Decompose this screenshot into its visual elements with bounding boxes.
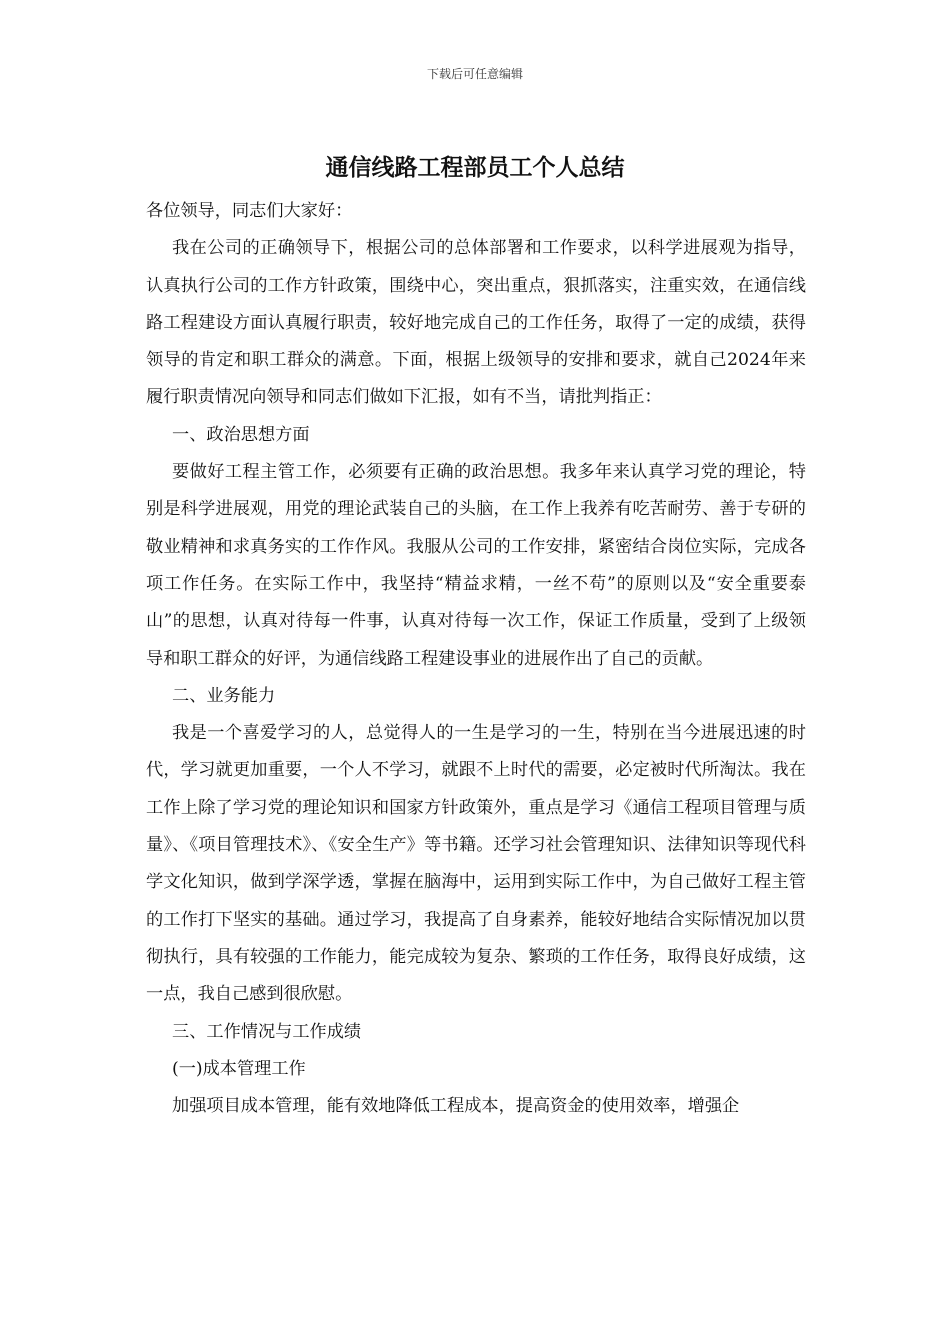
intro-paragraph: 我在公司的正确领导下，根据公司的总体部署和工作要求，以科学进展观为指导，认真执行公司的工作方针政策，围绕中心，突出重点，狠抓落实，注重实效，在通信线路工程建设方面认真履行职责，较好地完成自己的工作任务，取得了一定的成绩，获得领导的肯定和职工群众的满意。下面，根据上级领导的安排和要求，就自己2024年来履行职责情况向领导和同志们做如下汇报，如有不当，请批判指正： (146, 238, 806, 408)
section-body-politics: 要做好工程主管工作，必须要有正确的政治思想。我多年来认真学习党的理论，特别是科学进展观，用党的理论武装自己的头脑，在工作上我养有吃苦耐劳、善于专研的敬业精神和求真务实的工作作风。我服从公司的工作安排，紧密结合岗位实际，完成各项工作任务。在实际工作中，我坚持“精益求精，一丝不苟”的原则以及“安全重要泰山”的思想，认真对待每一件事，认真对待每一次工作，保证工作质量，受到了上级领导和职工群众的好评，为通信线路工程建设事业的进展作出了自己的贡献。 (146, 462, 806, 669)
page-header-note: 下载后可任意编辑 (426, 67, 523, 81)
document-title: 通信线路工程部员工个人总结 (325, 155, 625, 181)
section-heading-work: 三、工作情况与工作成绩 (172, 1021, 362, 1042)
subsection-body-cost: 加强项目成本管理，能有效地降低工程成本，提高资金的使用效率，增强企 (172, 1096, 740, 1117)
greeting-paragraph: 各位领导，同志们大家好： (146, 201, 353, 221)
section-heading-ability: 二、业务能力 (172, 685, 276, 706)
subsection-heading-cost: (一)成本管理工作 (172, 1058, 306, 1079)
section-heading-politics: 一、政治思想方面 (172, 424, 310, 445)
document-body (146, 193, 806, 1125)
section-body-ability: 我是一个喜爱学习的人，总觉得人的一生是学习的一生，特别在当今进展迅速的时代，学习就更加重要，一个人不学习，就跟不上时代的需要，必定被时代所淘汰。我在工作上除了学习党的理论知识和国家方针政策外，重点是学习《通信工程项目管理与质量》、《项目管理技术》、《安全生产》等书籍。还学习社会管理知识、法律知识等现代科学文化知识，做到学深学透，掌握在脑海中，运用到实际工作中，为自己做好工程主管的工作打下坚实的基础。通过学习，我提高了自身素养，能较好地结合实际情况加以贯彻执行，具有较强的工作能力，能完成较为复杂、繁琐的工作任务，取得良好成绩，这一点，我自己感到很欣慰。 (146, 723, 806, 1005)
